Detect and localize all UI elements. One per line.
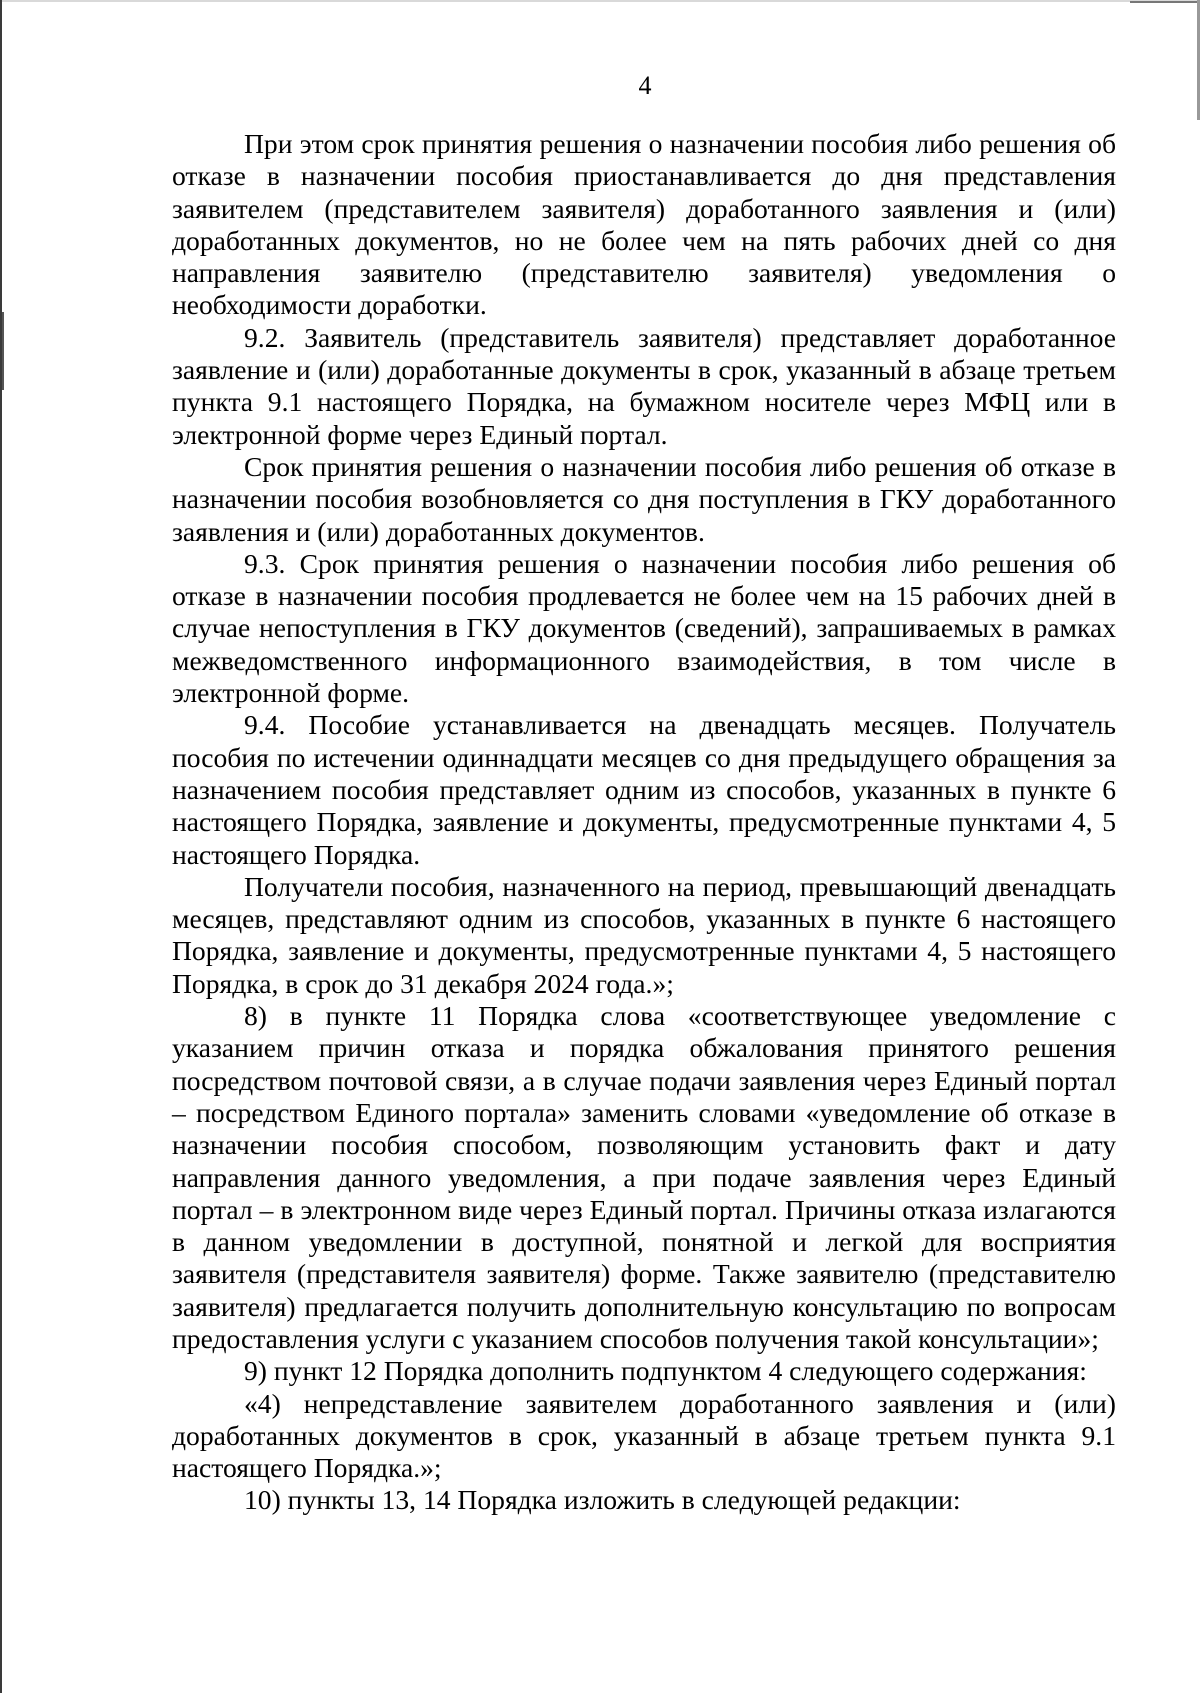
paragraph-resumption: Срок принятия решения о назначении пособия либо решения об отказе в назначении пособия возобновляется со дня поступления в ГКУ доработанного заявления и (или) доработанных документов. [172,450,1116,547]
page-number: 4 [638,71,652,100]
scan-edge-top [0,0,1200,2]
paragraph-9-3: 9.3. Срок принятия решения о назначении пособия либо решения об отказе в назначении пособия продлевается не более чем на 15 рабочих дней в случае непоступления в ГКУ документов (сведений), запрашиваемых в рамках межведомственного информационного взаимодействия, в том числе в электронной форме. [172,547,1116,709]
paragraph-9-4: 9.4. Пособие устанавливается на двенадцать месяцев. Получатель пособия по истечении одиннадцати месяцев со дня предыдущего обращения за назначением пособия представляет одним из способов, указанных в пункте 6 настоящего Порядка, заявление и документы, предусмотренные пунктами 4, 5 настоящего Порядка. [172,709,1116,870]
paragraph-item-10: 10) пункты 13, 14 Порядка изложить в следующей редакции: [244,1484,961,1516]
scan-mark-left-1 [2,312,4,390]
paragraph-9-2: 9.2. Заявитель (представитель заявителя) представляет доработанное заявление и (или) доработанные документы в срок, указанный в абзаце третьем пункта 9.1 настоящего Порядка, на бумажном носителе через МФЦ или в электронной форме через Единый портал. [172,321,1116,450]
paragraph-suspension: При этом срок принятия решения о назначении пособия либо решения об отказе в назначении пособия приостанавливается до дня представления заявителем (представителем заявителя) доработанного заявления и (или) доработанных документов, но не более чем на пять рабочих дней со дня направления заявителю (представителю заявителя) уведомления о необходимости доработки. [172,128,1116,321]
paragraph-recipients: Получатели пособия, назначенного на период, превышающий двенадцать месяцев, представляют одним из способов, указанных в пункте 6 настоящего Порядка, заявление и документы, предусмотренные пунктами 4, 5 настоящего Порядка, в срок до 31 декабря 2024 года.»; [172,870,1116,999]
paragraph-item-9: 9) пункт 12 Порядка дополнить подпунктом 4 следующего содержания: [244,1355,1087,1387]
paragraph-subitem-4: «4) непредставление заявителем доработанного заявления и (или) доработанных документов в срок, указанный в абзаце третьем пункта 9.1 настоящего Порядка.»; [172,1387,1116,1484]
document-body [172,128,1116,1517]
scan-mark-top-right [1130,1,1200,3]
paragraph-item-8: 8) в пункте 11 Порядка слова «соответствующее уведомление с указанием причин отказа и порядка обжалования принятого решения посредством почтовой связи, а в случае подачи заявления через Единый портал – посредством Единого портала» заменить словами «уведомление об отказе в назначении пособия способом, позволяющим установить факт и дату направления данного уведомления, а при подаче заявления через Единый портал – в электронном виде через Единый портал. Причины отказа излагаются в данном уведомлении в доступной, понятной и легкой для восприятия заявителя (представителя заявителя) форме. Также заявителю (представителю заявителя) предлагается получить дополнительную консультацию по вопросам предоставления услуги с указанием способов получения такой консультации»; [172,1000,1116,1354]
scan-edge-left [0,0,2,1693]
